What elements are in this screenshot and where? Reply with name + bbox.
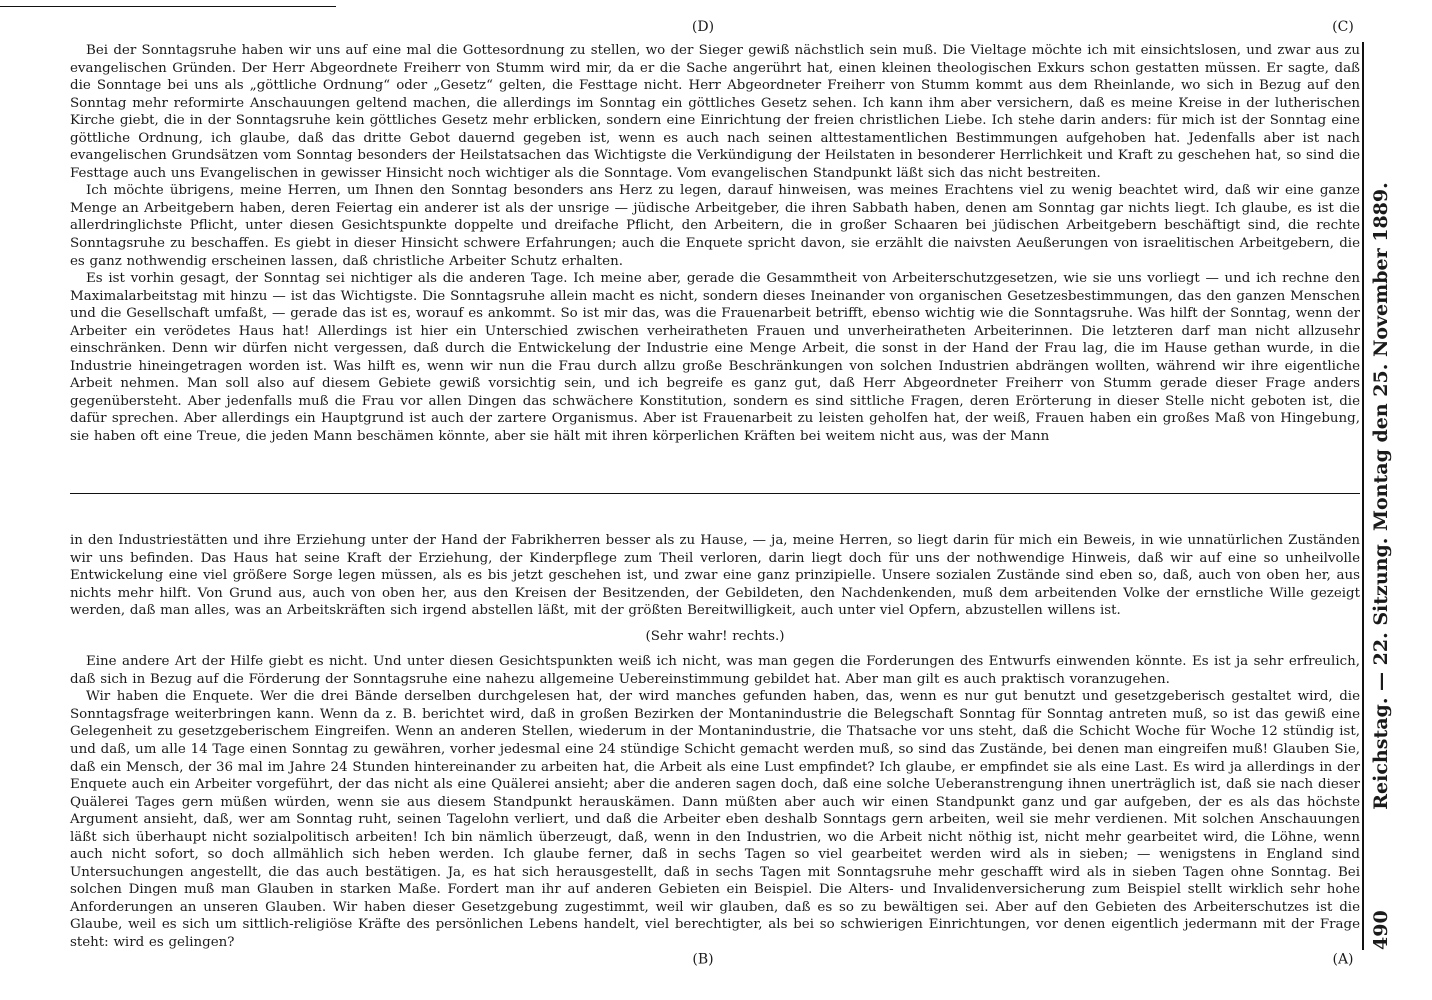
left-paragraph-1: in den Industriestätten und ihre Erziehung unter der Hand der Fabrikherren besser als zu Hause, — ja, meine Herren, so liegt darin für mich ein Beweis, in wie unnatürlichen Zuständen wir uns befinden. Das Haus hat seine Kraft der Erziehung, der Kinderpflege zum Theil verloren, darin liegt doch für uns der nothwendige Hinweis, daß wir auf eine so unheilvolle Entwickelung eine viel größere Sorge legen müssen, als es bis jetzt geschehen ist, und zwar eine ganz prinzipielle. Unsere sozialen Zustände sind eben so, daß, auch von oben her, aus nichts mehr hilft. Von Grund aus, auch von oben her, aus den Kreisen der Besitzenden, der Gebildeten, den Nachdenkenden, muß dem arbeitenden Volke der ernstliche Wille gezeigt werden, daß man alles, was an Arbeitskräften sich irgend abstellen läßt, mit der größten Bereitwilligkeit, auch unter viel Opfern, abzustellen willens ist. (70, 533, 1360, 619)
column-divider (70, 493, 1360, 494)
page-number: 490 (1370, 910, 1392, 950)
left-paragraph-3: Wir haben die Enquete. Wer die drei Bände derselben durchgelesen hat, der wird manches gefunden haben, das, wenn es nur gut benutzt und gesetzgeberisch gestaltet wird, die Sonntagsfrage weiterbringen kann. Wenn da z. B. berichtet wird, daß in großen Bezirken der Montanindustrie die Belegschaft Sonntag für Sonntag antreten muß, so ist das gewiß eine Gelegenheit zu gesetzgeberischem Eingreifen. Wenn an anderen Stellen, wiederum in der Montanindustrie, die Thatsache vor uns steht, daß die Schicht Woche für Woche 12 stündig ist, und daß, um alle 14 Tage einen Sonntag zu gewähren, vorher jedesmal eine 24 stündige Schicht gemacht werden muß, so sind das Zustände, bei denen man eingreifen muß! Glauben Sie, daß ein Mensch, der 36 mal im Jahre 24 Stunden hintereinander zu arbeiten hat, die Arbeit als eine Lust empfindet? Ich glaube, er empfindet sie als eine Last. Es wird ja allerdings in der Enquete auch ein Arbeiter vorgeführt, der das nicht als eine Quälerei ansieht; aber die anderen sagen doch, daß eine solche Ueberanstrengung ihnen unerträglich ist, daß sie nach dieser Quälerei Tages gern müßen würden, wenn sie aus diesem Standpunkt herauskämen. Dann müßten aber auch wir einen Standpunkt ganz und gar aufgeben, der es als das höchste Argument ansieht, daß, wer am Sonntag ruht, seinen Tagelohn verliert, und daß die Arbeiter eben deshalb Sonntags gern arbeiten, weil sie mehr verdienen. Mit solchen Anschauungen läßt sich überhaupt nicht sozialpolitisch arbeiten! Ich bin nämlich überzeugt, daß, wenn in den Industrien, wo die Arbeit nicht nöthig ist, nicht mehr gearbeitet wird, die Löhne, wenn auch nicht sofort, so doch allmählich sich heben werden. Ich glaube ferner, daß in sechs Tagen so viel gearbeitet werden wird als in sieben; — wenigstens in England sind Untersuchungen angestellt, die das auch bestätigen. Ja, es hat sich herausgestellt, daß in sechs Tagen mit Sonntagsruhe mehr geschafft wird als in sieben Tagen ohne Sonntag. Bei solchen Dingen muß man Glauben in starken Maße. Fordert man ihr auf anderen Gebieten ein Beispiel. Die Alters- und Invalidenversicherung zum Beispiel stellt wirklich sehr hohe Anforderungen an unseren Glauben. Wir haben dieser Gesetzgebung zugestimmt, weil wir glauben, daß es so zu bewältigen sei. Aber auf den Gebieten des Arbeiterschutzes ist die Glaube, weil es sich um sittlich-religiöse Kräfte des persönlichen Lebens handelt, viel berechtigter, als bei so schwierigen Einrichtungen, vor denen eigentlich jedermann mit der Frage steht: wird es gelingen? (70, 689, 1360, 951)
page-header (1370, 42, 1400, 950)
left-column (70, 532, 1360, 950)
left-paragraph-2: Eine andere Art der Hilfe giebt es nicht. Und unter diesen Gesichtspunkten weiß ich nicht, was man gegen die Forderungen des Entwurfs einwenden könnte. Es ist ja sehr erfreulich, daß sich in Bezug auf die Förderung der Sonntagsruhe eine nahezu allgemeine Uebereinstimmung gebildet hat. Aber man gilt es auch praktisch voranzugehen. (70, 654, 1360, 687)
applause-note: (Sehr wahr! rechts.) (645, 628, 785, 644)
margin-marker-a: (A) (1332, 951, 1354, 968)
right-column (70, 42, 1360, 454)
page-title: Reichstag. — 22. Sitzung. Montag den 25. November 1889. (1370, 182, 1392, 810)
digitization-credit (1400, 0, 1422, 1000)
margin-marker-b: (B) (692, 951, 714, 968)
margin-marker-c: (C) (1332, 19, 1354, 36)
right-paragraph-2: Ich möchte übrigens, meine Herren, um Ihnen den Sonntag besonders ans Herz zu legen, darauf hinweisen, was meines Erachtens viel zu wenig beachtet wird, daß wir eine ganze Menge an Arbeitgebern haben, deren Feiertag ein anderer ist als der unsrige — jüdische Arbeitgeber, die ihren Sabbath haben, denen am Sonntag gar nichts liegt. Ich glaube, es ist die allerdringlichste Pflicht, unter diesen Gesichtspunkte doppelte und dreifache Pflicht, den Arbeitern, die in großer Schaaren bei jüdischen Arbeitgebern beschäftigt sind, die rechte Sonntagsruhe zu beschaffen. Es giebt in dieser Hinsicht schwere Erfahrungen; auch die Enquete spricht davon, sie erzählt die naivsten Aeußerungen von israelitischen Arbeitgebern, die es ganz nothwendig erscheinen lassen, daß christliche Arbeiter Schutz erhalten. (70, 183, 1360, 269)
margin-marker-d: (D) (691, 18, 715, 35)
right-paragraph-1: Bei der Sonntagsruhe haben wir uns auf eine mal die Gottesordnung zu stellen, wo der Sieger gewiß nächstlich sein muß. Die Vieltage möchte ich mit einsichtslosen, und zwar aus zu evangelischen Gründen. Der Herr Abgeordnete Freiherr von Stumm wird mir, da er die Sache angerührt hat, einen kleinen theologischen Exkurs schon gestatten müssen. Er sagte, daß die Sonntage bei uns als „göttliche Ordnung“ oder „Gesetz“ gelten, die Festtage nicht. Herr Abgeordneter Freiherr von Stumm kommt aus dem Rheinlande, wo sich in Bezug auf den Sonntag mehr reformirte Anschauungen geltend machen, die allerdings im Sonntag ein göttliches Gesetz sehen. Ich kann ihm aber versichern, daß es meine Kreise in der lutherischen Kirche giebt, die in der Sonntagsruhe kein göttliches Gesetz mehr erblicken, sondern eine Einrichtung der freien christlichen Liebe. Ich stehe darin anders: für mich ist der Sonntag eine göttliche Ordnung, ich glaube, daß das dritte Gebot dauernd gegeben ist, wenn es auch nach seinen alttestamentlichen Bestimmungen aufgehoben hat. Jedenfalls aber ist nach evangelischen Grundsätzen vom Sonntag besonders der Heilstatsachen das Wichtigste die Verkündigung der Heilstaten in besonderer Herrlichkeit und Kraft zu geschehen hat, so sind die Festtage auch uns Evangelischen in gewisser Hinsicht noch wichtiger als die Sonntage. Vom evangelischen Standpunkt läßt sich das nicht bestreiten. (70, 43, 1360, 181)
corner-rule (0, 6, 336, 7)
header-rule (1362, 42, 1364, 950)
right-paragraph-3: Es ist vorhin gesagt, der Sonntag sei nichtiger als die anderen Tage. Ich meine aber, gerade die Gesammtheit von Arbeiterschutzgesetzen, wie sie uns vorliegt — und ich rechne den Maximalarbeitstag mit hinzu — ist das Wichtigste. Die Sonntagsruhe allein macht es nicht, sondern dieses Ineinander von organischen Gesetzesbestimmungen, das den ganzen Menschen und die Gesellschaft umfaßt, — gerade das ist es, worauf es ankommt. So ist mir das, was die Frauenarbeit betrifft, ebenso wichtig wie die Sonntagsruhe. Was hilft der Sonntag, wenn der Arbeiter ein verödetes Haus hat! Allerdings ist hier ein Unterschied zwischen verheiratheten Frauen und unverheiratheten Arbeiterinnen. Die letzteren darf man nicht allzusehr einschränken. Denn wir dürfen nicht vergessen, daß durch die Entwickelung der Industrie eine Menge Arbeit, die sonst in der Hand der Frau lag, die im Hause gethan wurde, in die Industrie hineingetragen worden ist. Was hilft es, wenn wir nun die Frau durch allzu große Beschränkungen von solchen Industrien abdrängen wollten, während wir ihre eigentliche Arbeit nehmen. Man soll also auf diesem Gebiete gewiß vorsichtig sein, und ich begreife es ganz gut, daß Herr Abgeordneter Freiherr von Stumm gerade dieser Frage anders gegenübersteht. Aber jedenfalls muß die Frau vor allen Dingen das schwächere Konstitution, sondern es sind sittliche Fragen, deren Erörterung in dieser Stelle nicht geboten ist, die dafür sprechen. Aber allerdings ein Hauptgrund ist auch der zartere Organismus. Aber ist Frauenarbeit zu leisten geholfen hat, der weiß, Frauen haben ein großes Maß von Hingebung, sie haben oft eine Treue, die jeden Mann beschämen könnte, aber sie hält mit ihren körperlichen Kräften bei weitem nicht aus, was der Mann (70, 271, 1360, 445)
